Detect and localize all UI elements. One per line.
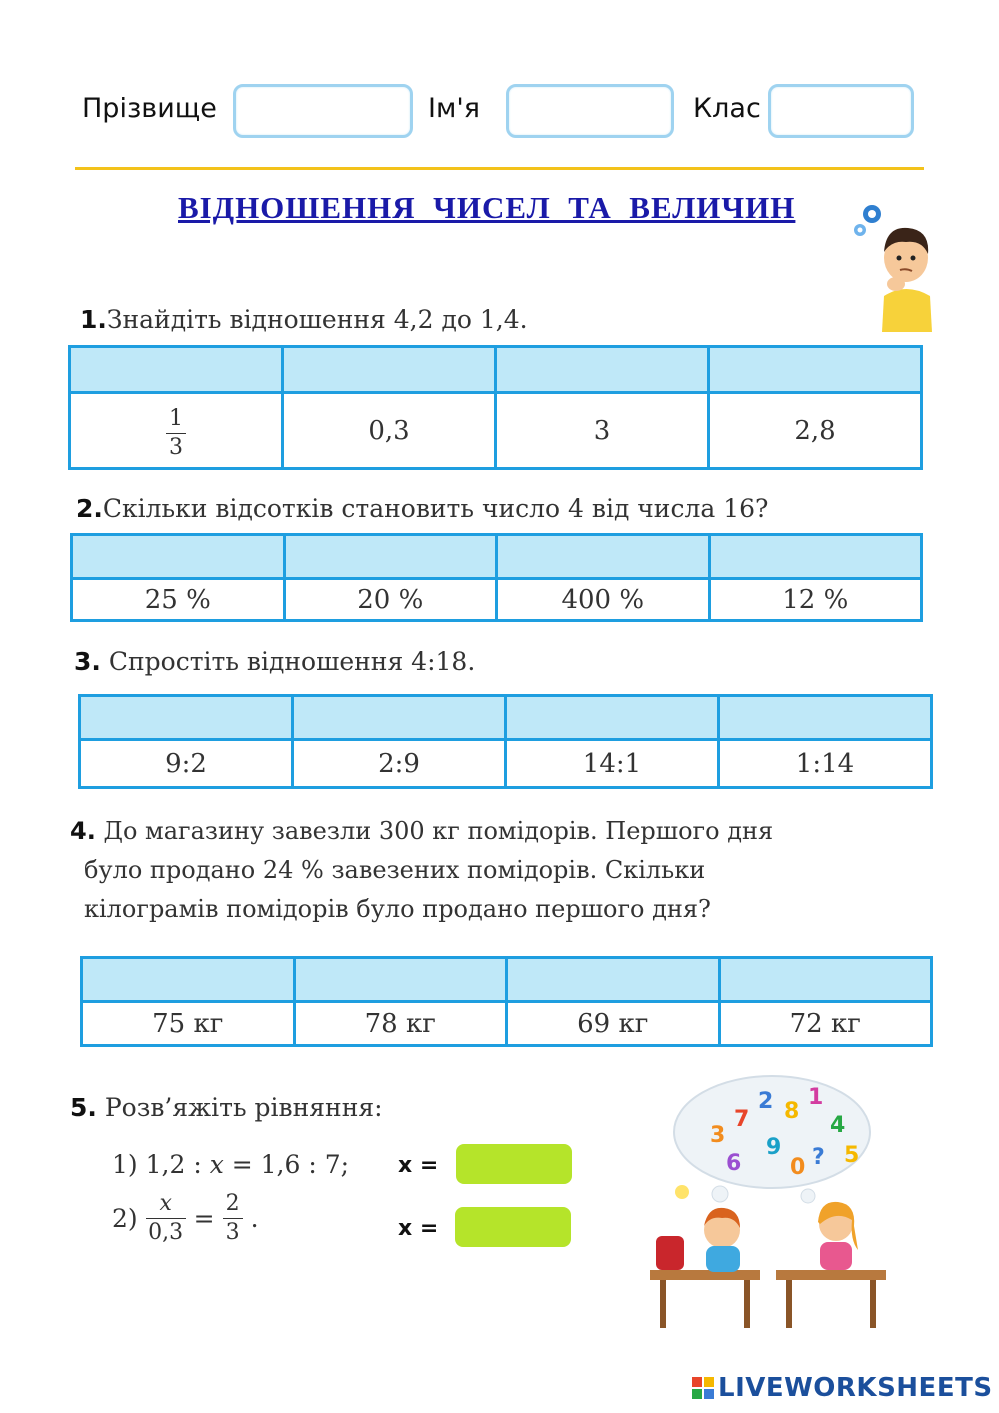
svg-text:?: ? [812, 1145, 825, 1170]
equation-2-left-fraction [146, 1192, 186, 1245]
svg-text:2: 2 [758, 1089, 774, 1114]
question-4 [70, 812, 930, 929]
liveworksheets-logo-icon [692, 1377, 714, 1399]
fraction-numerator: 2 [225, 1191, 240, 1216]
question-3-table [78, 694, 933, 789]
answer-cell-3-b[interactable] [293, 696, 506, 740]
option-1-d: 2,8 [709, 393, 922, 469]
answer-cell-2-c[interactable] [497, 535, 710, 579]
surname-label: Прізвище [82, 93, 217, 124]
kids-thinking-illustration [650, 1070, 895, 1330]
option-2-b: 20 % [284, 579, 497, 621]
equation-1-variable: x [209, 1150, 224, 1179]
option-3-d: 1:14 [719, 740, 932, 788]
answer-cell-1-d[interactable] [709, 347, 922, 393]
svg-text:9: 9 [766, 1135, 782, 1160]
svg-text:1: 1 [808, 1085, 824, 1110]
answer-cell-3-a[interactable] [80, 696, 293, 740]
svg-text:5: 5 [844, 1143, 860, 1168]
option-3-b: 2:9 [293, 740, 506, 788]
svg-text:7: 7 [734, 1107, 750, 1132]
class-input[interactable] [768, 84, 914, 138]
svg-text:3: 3 [710, 1123, 726, 1148]
question-2 [76, 494, 768, 523]
answer-cell-1-b[interactable] [283, 347, 496, 393]
surname-input[interactable] [233, 84, 413, 138]
question-5-text: Розв’яжіть рівняння: [96, 1093, 383, 1122]
question-2-table [70, 533, 923, 622]
equation-2-right-fraction [223, 1192, 243, 1245]
question-3-number: 3. [74, 647, 101, 676]
option-2-d: 12 % [709, 579, 922, 621]
question-4-number: 4. [70, 817, 96, 845]
name-input[interactable] [506, 84, 674, 138]
question-1-text: Знайдіть відношення 4,2 до 1,4. [106, 305, 528, 334]
question-1-number: 1. [80, 305, 107, 334]
question-1 [80, 305, 528, 334]
answer-input-1[interactable] [456, 1144, 572, 1184]
equation-1-right: = 1,6 : 7; [223, 1150, 350, 1179]
option-1-c: 3 [496, 393, 709, 469]
equals-sign: = [193, 1204, 215, 1233]
equation-2 [112, 1192, 259, 1245]
period: . [250, 1204, 259, 1233]
answer-cell-4-a[interactable] [82, 958, 295, 1002]
svg-text:6: 6 [726, 1151, 742, 1176]
question-2-number: 2. [76, 494, 103, 523]
question-4-table [80, 956, 933, 1047]
question-3 [74, 647, 475, 676]
answer-cell-2-a[interactable] [72, 535, 285, 579]
option-3-a: 9:2 [80, 740, 293, 788]
option-4-b: 78 кг [294, 1002, 507, 1046]
header-divider [75, 167, 924, 170]
fraction-denominator: 0,3 [148, 1220, 184, 1245]
brand-name: LIVEWORKSHEETS [718, 1373, 993, 1403]
answer-cell-2-d[interactable] [709, 535, 922, 579]
option-3-c: 14:1 [506, 740, 719, 788]
fraction-denominator: 3 [225, 1220, 240, 1245]
fraction-denominator: 3 [169, 434, 183, 460]
option-4-d: 72 кг [719, 1002, 932, 1046]
equation-1-left: 1,2 : [145, 1150, 210, 1179]
answer-cell-1-a[interactable] [70, 347, 283, 393]
question-2-text: Скільки відсотків становить число 4 від числа 16? [102, 494, 769, 523]
answer-cell-4-c[interactable] [507, 958, 720, 1002]
equation-1 [112, 1150, 349, 1179]
fraction [166, 407, 186, 460]
equation-2-number: 2) [112, 1204, 138, 1233]
fraction-numerator: 1 [169, 405, 183, 431]
liveworksheets-logo [692, 1373, 993, 1403]
option-2-c: 400 % [497, 579, 710, 621]
question-3-text: Спростіть відношення 4:18. [100, 647, 476, 676]
page-title: ВІДНОШЕННЯ ЧИСЕЛ ТА ВЕЛИЧИН [178, 190, 796, 225]
equation-1-number: 1) [112, 1150, 138, 1179]
answer-cell-4-d[interactable] [719, 958, 932, 1002]
x-label-1: x = [398, 1153, 439, 1178]
class-label: Клас [693, 93, 761, 124]
question-4-line-2: було продано 24 % завезених помідорів. Скільки [84, 856, 706, 884]
answer-cell-3-c[interactable] [506, 696, 719, 740]
option-4-a: 75 кг [82, 1002, 295, 1046]
option-4-c: 69 кг [507, 1002, 720, 1046]
answer-cell-4-b[interactable] [294, 958, 507, 1002]
question-5-number: 5. [70, 1093, 97, 1122]
question-4-line-1: До магазину завезли 300 кг помідорів. Першого дня [95, 817, 774, 845]
svg-text:4: 4 [830, 1113, 846, 1138]
x-label-2: x = [398, 1216, 439, 1241]
option-1-a [70, 393, 283, 469]
answer-input-2[interactable] [455, 1207, 571, 1247]
fraction-numerator: x [159, 1191, 172, 1216]
option-2-a: 25 % [72, 579, 285, 621]
question-1-table [68, 345, 923, 470]
answer-cell-3-d[interactable] [719, 696, 932, 740]
svg-text:8: 8 [784, 1099, 800, 1124]
answer-cell-1-c[interactable] [496, 347, 709, 393]
question-4-line-3: кілограмів помідорів було продано першого дня? [84, 895, 711, 923]
gear-icon [854, 205, 881, 236]
question-5 [70, 1093, 383, 1122]
option-1-b: 0,3 [283, 393, 496, 469]
answer-cell-2-b[interactable] [284, 535, 497, 579]
thinking-boy-illustration [848, 196, 938, 336]
svg-text:0: 0 [790, 1155, 806, 1180]
name-label: Ім'я [428, 93, 480, 124]
